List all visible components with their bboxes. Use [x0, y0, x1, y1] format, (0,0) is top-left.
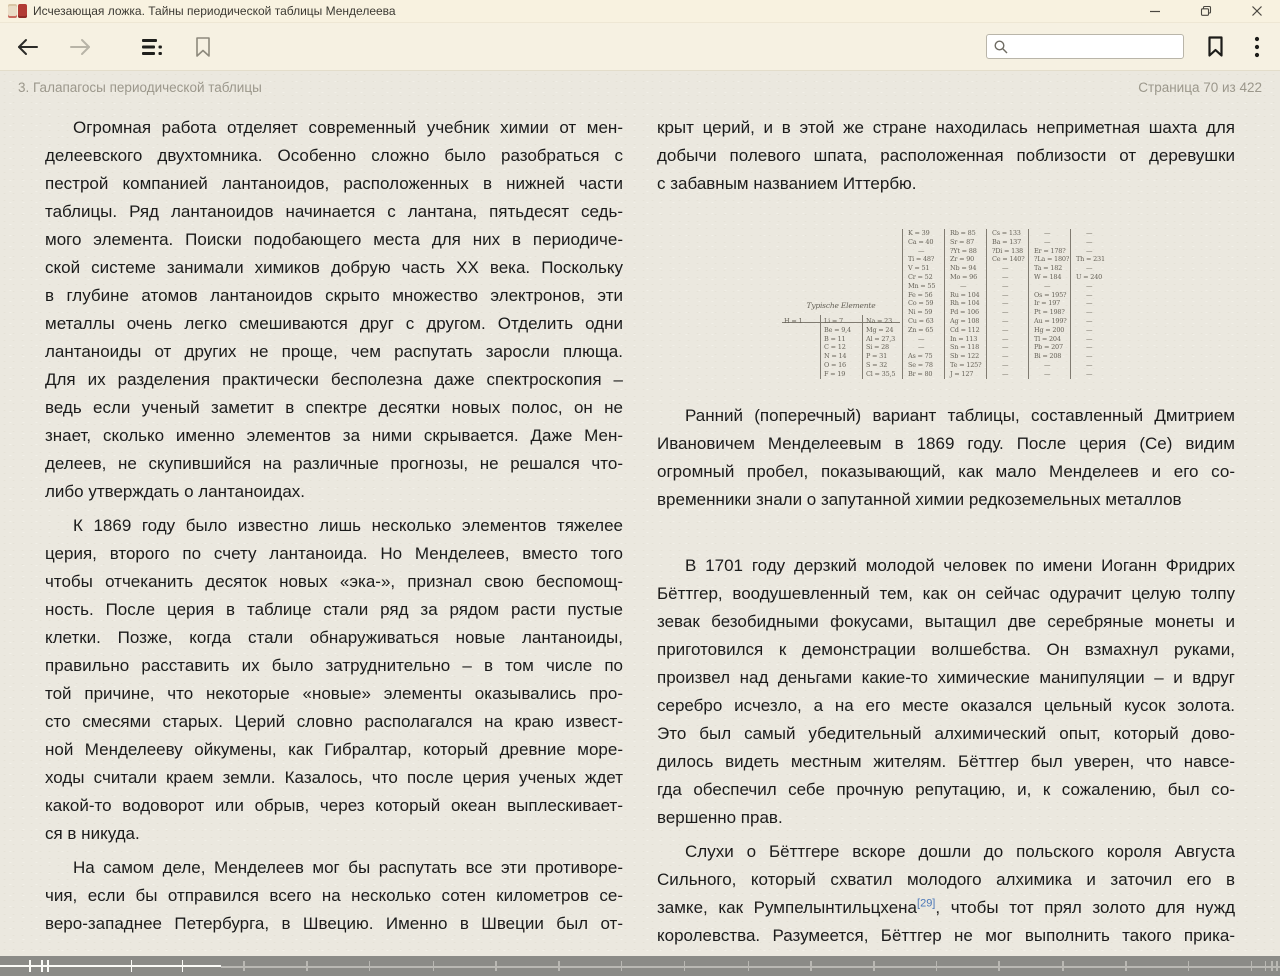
toolbar — [0, 23, 1280, 71]
facsimile-cell: Au = 199? — [1034, 317, 1067, 325]
facsimile-cell: — — [1086, 317, 1093, 325]
progress-tick — [182, 960, 184, 972]
progress-tick — [748, 961, 750, 971]
facsimile-rule — [820, 315, 821, 379]
contents-icon — [140, 37, 164, 57]
facsimile-cell: H = 1 — [784, 317, 803, 325]
facsimile-cell: Pt = 198? — [1034, 308, 1065, 317]
left-text-column — [45, 114, 623, 944]
facsimile-cell: P = 31 — [866, 352, 888, 361]
progress-tick — [369, 961, 371, 971]
progress-tick — [41, 960, 43, 972]
progress-tick — [243, 961, 245, 971]
app-book-icon — [8, 4, 27, 18]
facsimile-cell: Be = 9,4 — [824, 325, 851, 334]
facsimile-cell: J = 127 — [950, 369, 974, 378]
text-line: замке, как Румпелынтильцхена[29], чтобы тот прял золото для нужд — [657, 897, 1235, 917]
progress-tick — [621, 961, 623, 971]
facsimile-cell: — — [1002, 325, 1009, 334]
facsimile-cell: Mn = 55 — [908, 281, 936, 290]
text-line: таблицы. Ряд лантаноидов начинается с лантана, пятьдесят седь- — [45, 202, 623, 221]
facsimile-cell: — — [1002, 369, 1009, 378]
text-line: Сильного, который схватил молодого алхимика и заточил его в — [657, 870, 1235, 889]
progress-tick — [558, 961, 560, 971]
facsimile-cell: — — [1002, 273, 1009, 281]
facsimile-cell: Rh = 104 — [950, 299, 980, 308]
progress-tick — [936, 961, 938, 971]
text-line: клетки. Позже, когда стали обнаруживаться новые лантаноиды, — [45, 628, 623, 647]
facsimile-cell: Zr = 90 — [950, 255, 975, 264]
facsimile-cell: Se = 78 — [908, 361, 933, 369]
text-line: ность. После церия в таблице стали ряд за рядом расти пустые — [45, 600, 623, 619]
facsimile-cell: — — [1002, 308, 1009, 317]
text-line: зевак безобидными фокусами, вытащил две серебряные монеты и — [657, 612, 1235, 631]
facsimile-cell: Mg = 24 — [866, 325, 894, 334]
facsimile-cell: Os = 195? — [1034, 290, 1067, 299]
chapter-title: 3. Галапагосы периодической таблицы — [18, 79, 262, 95]
text-line: веро-западнее Петербурга, в Швецию. Именно в Швеции был от- — [45, 914, 623, 933]
text-line: металлы очень легко смешиваются друг с другом. Отделить одни — [45, 314, 623, 333]
facsimile-cell: Zn = 65 — [908, 325, 934, 334]
text-line: Слухи о Бёттгере вскоре дошли до польского короля Августа — [685, 842, 1235, 861]
facsimile-cell: — — [1086, 361, 1093, 369]
facsimile-cell: Na = 23 — [866, 317, 893, 325]
facsimile-cell: S = 32 — [866, 361, 888, 369]
facsimile-cell: Bi = 208 — [1034, 352, 1062, 361]
facsimile-cell: — — [918, 246, 925, 255]
text-line: произвел над деньгами какие-то химические манипуляции – и вдруг — [657, 668, 1235, 687]
title-bar — [0, 0, 1280, 23]
facsimile-cell: — — [1002, 343, 1009, 352]
facsimile-cell: — — [1086, 299, 1093, 308]
facsimile-cell: Sr = 87 — [950, 237, 975, 246]
facsimile-cell: Ce = 140? — [992, 255, 1025, 264]
text-line: огромный пробел, показывающий, как мало Менделеев и его со- — [657, 462, 1235, 481]
progress-tick — [306, 961, 308, 971]
facsimile-cell: — — [1086, 290, 1093, 299]
facsimile-cell: Nb = 94 — [950, 264, 977, 273]
facsimile-cell: — — [1086, 229, 1093, 237]
facsimile-cell: — — [1086, 246, 1093, 255]
text-line: временники знали о запутанной химии редкоземельных металлов — [657, 490, 1182, 509]
facsimile-cell: — — [1086, 334, 1093, 343]
forward-arrow-icon — [68, 37, 92, 57]
back-button[interactable] — [16, 37, 40, 57]
back-arrow-icon — [16, 37, 40, 57]
facsimile-rule — [862, 315, 863, 379]
paragraph — [657, 114, 1235, 198]
bookmark-solid-icon — [1206, 35, 1225, 58]
text-line: чтобы отчеканить десяток новых «эка-», признал свою беспомощ- — [45, 572, 623, 591]
progress-tick — [1251, 961, 1253, 971]
progress-bar[interactable] — [0, 956, 1280, 976]
text-line: Ранний (поперечный) вариант таблицы, составленный Дмитрием — [685, 406, 1235, 425]
facsimile-cell: Sn = 118 — [950, 343, 980, 352]
facsimile-cell: — — [1086, 325, 1093, 334]
facsimile-rule — [902, 229, 903, 379]
facsimile-cell: ?La = 180? — [1034, 255, 1070, 264]
progress-elapsed — [0, 965, 221, 967]
facsimile-cell: Mo = 96 — [950, 273, 978, 281]
facsimile-cell: ?Di = 138 — [992, 246, 1023, 255]
bookmark-outline-icon — [194, 36, 212, 58]
text-line: делеевского двухтомника. Особенно сложно было разобраться с — [45, 146, 623, 165]
facsimile-cell: Cs = 133 — [992, 229, 1021, 237]
text-line: На самом деле, Менделеев мог бы распутать все эти противоре- — [73, 858, 623, 877]
progress-tick — [810, 961, 812, 971]
minimize-button[interactable] — [1148, 4, 1162, 18]
bookmarks-button[interactable] — [1206, 35, 1225, 58]
text-line: гда обеспечил себе прочную репутацию, и, к сожалению, был со- — [657, 780, 1235, 799]
facsimile-cell: Ta = 182 — [1034, 264, 1063, 273]
text-line: ведь если ученый заметит в спектре десятки новых полос, он не — [45, 398, 623, 417]
facsimile-cell: — — [1002, 317, 1009, 325]
right-text-column — [657, 114, 1235, 956]
facsimile-cell: Hg = 200 — [1034, 325, 1065, 334]
text-line: Огромная работа отделяет современный учебник химии от мен- — [73, 118, 623, 137]
facsimile-cell: Li = 7 — [824, 317, 843, 325]
facsimile-cell: — — [1002, 264, 1009, 273]
text-line: чия, если бы отправился всего на несколько сотен километров се- — [45, 886, 623, 905]
text-line: церия, второго по счету лантаноида. Но Менделеев, вместо того — [45, 544, 623, 563]
facsimile-cell: Ni = 59 — [908, 308, 933, 317]
progress-tick — [873, 961, 875, 971]
close-button[interactable] — [1250, 4, 1264, 18]
window-title: Исчезающая ложка. Тайны периодической таблицы Менделеева — [33, 4, 396, 18]
facsimile-cell: U = 240 — [1076, 273, 1103, 281]
facsimile-cell: Cu = 63 — [908, 317, 934, 325]
facsimile-cell: — — [1002, 334, 1009, 343]
facsimile-cell: — — [1002, 281, 1009, 290]
facsimile-cell: Ru = 104 — [950, 290, 980, 299]
facsimile-cell: ?Yt = 88 — [950, 246, 977, 255]
progress-tick — [131, 960, 133, 972]
facsimile-cell: V = 51 — [908, 264, 930, 273]
facsimile-cell: Sb = 122 — [950, 352, 979, 361]
facsimile-cell: — — [918, 343, 925, 352]
facsimile-cell: — — [1002, 361, 1009, 369]
facsimile-cell: — — [1044, 369, 1051, 378]
facsimile-label: Typische Elemente — [782, 292, 900, 323]
facsimile-cell: — — [1002, 352, 1009, 361]
text-line: ной Менделееву ойкумены, как Гибралтар, который древние море- — [45, 740, 623, 759]
text-line: пестрой компанией лантаноидов, расположенных в нижней части — [45, 174, 623, 193]
facsimile-cell: — — [1086, 237, 1093, 246]
facsimile-cell: Fe = 56 — [908, 290, 933, 299]
text-line: сто смесями старых. Церий словно располагался на краю извест- — [45, 712, 623, 731]
facsimile-rule — [1028, 229, 1029, 379]
facsimile-cell: Br = 80 — [908, 369, 933, 378]
kebab-icon — [1254, 36, 1260, 58]
contents-button[interactable] — [140, 37, 164, 57]
facsimile-cell: Ti = 48? — [908, 255, 935, 264]
text-line: лантаноиды от других не проще, чем распутать заросли плюща. — [45, 342, 623, 361]
facsimile-cell: — — [1002, 299, 1009, 308]
text-line: мого элемента. Поиски подобающего места для них в периодиче- — [45, 230, 623, 249]
progress-tick — [1125, 961, 1127, 971]
search-icon — [993, 39, 1009, 55]
progress-tick — [1188, 961, 1190, 971]
progress-tick — [29, 960, 31, 972]
progress-tick — [684, 961, 686, 971]
facsimile-cell: Ag = 108 — [950, 317, 980, 325]
paragraph — [45, 512, 623, 848]
progress-tick — [1265, 961, 1267, 971]
progress-tick — [998, 961, 1000, 971]
facsimile-cell: F = 19 — [824, 369, 846, 378]
facsimile-cell: Co = 59 — [908, 299, 934, 308]
text-line: королевства. Разумеется, Бёттгер не мог выполнить такого прика- — [657, 926, 1235, 945]
paragraph — [657, 552, 1235, 832]
facsimile-rule — [1070, 229, 1071, 379]
text-line: ся в никуда. — [45, 824, 140, 843]
progress-tick — [495, 961, 497, 971]
text-line: с забавным названием Иттербю. — [657, 174, 917, 193]
facsimile-cell: Cr = 52 — [908, 273, 933, 281]
facsimile-cell: — — [1044, 281, 1051, 290]
facsimile-cell: In = 113 — [950, 334, 978, 343]
facsimile-cell: — — [1086, 352, 1093, 361]
text-line: приготовился к демонстрации волшебства. Он взмахнул руками, — [657, 640, 1235, 659]
text-line: какой-то водоворот или обрыв, через который океан выплескивает- — [45, 796, 623, 815]
facsimile-cell: — — [1086, 343, 1093, 352]
progress-tick — [1271, 961, 1273, 971]
paragraph — [657, 402, 1235, 514]
facsimile-cell: Rb = 85 — [950, 229, 976, 237]
paragraph — [45, 854, 623, 938]
text-line: либо утверждать о лантаноидах. — [45, 482, 306, 501]
facsimile-cell: — — [1044, 237, 1051, 246]
facsimile-cell: O = 16 — [824, 361, 846, 369]
facsimile-cell: — — [1002, 290, 1009, 299]
facsimile-cell: Pb = 207 — [1034, 343, 1063, 352]
facsimile-cell: W = 184 — [1034, 273, 1062, 281]
footnote-link[interactable]: [29] — [917, 897, 936, 910]
restore-button[interactable] — [1199, 4, 1213, 18]
facsimile-cell: Ca = 40 — [908, 237, 934, 246]
facsimile-cell: Er = 178? — [1034, 246, 1066, 255]
text-line: К 1869 году было известно лишь несколько элементов тяжелее — [73, 516, 623, 535]
facsimile-cell: — — [1044, 361, 1051, 369]
text-line: добычи полевого шпата, расположенная поблизости от деревушки — [657, 146, 1235, 165]
facsimile-cell: — — [960, 281, 967, 290]
facsimile-cell: K = 39 — [908, 229, 930, 237]
facsimile-cell: — — [1086, 264, 1093, 273]
facsimile-cell: — — [1044, 229, 1051, 237]
facsimile-cell: — — [1086, 369, 1093, 378]
facsimile-cell: Si = 28 — [866, 343, 889, 352]
facsimile-cell: Cl = 35,5 — [866, 369, 896, 378]
periodic-table-figure — [780, 226, 1112, 386]
facsimile-cell: Ir = 197 — [1034, 299, 1061, 308]
more-menu-button[interactable] — [1254, 36, 1260, 58]
text-line: Ивановичем Менделеевым в 1869 году. После церия (Се) видим — [657, 434, 1235, 453]
text-line: правильно расставить их было затруднительно – в том числе по — [45, 656, 623, 675]
text-line: той причине, что некоторые «новые» элементы оказывались про- — [45, 684, 623, 703]
facsimile-cell: Te = 125? — [950, 361, 982, 369]
facsimile-cell: N = 14 — [824, 352, 847, 361]
text-line: в глубине атомов лантаноидов скрыто множество электронов, эти — [45, 286, 623, 305]
progress-tick — [1276, 961, 1278, 971]
facsimile-rule — [944, 229, 945, 379]
text-line: серебро исчезло, а на его месте оказался цельный кусок золота. — [657, 696, 1235, 715]
forward-button[interactable] — [68, 37, 92, 57]
facsimile-cell: Tl = 204 — [1034, 334, 1061, 343]
text-line: знает, сколько именно элементов за ними скрывается. Даже Мен- — [45, 426, 623, 445]
text-line: ской системе занимали химиков добрую часть XX века. Поскольку — [45, 258, 623, 277]
search-input[interactable] — [986, 34, 1184, 59]
text-line: Бёттгер, воодушевленный тем, как он сейчас одурачит целую толпу — [657, 584, 1235, 603]
progress-remaining — [221, 966, 1280, 968]
facsimile-cell: Pd = 106 — [950, 308, 979, 317]
progress-tick — [1062, 961, 1064, 971]
text-line: вершенно прав. — [657, 808, 783, 827]
paragraph — [45, 114, 623, 506]
facsimile-cell: Ba = 137 — [992, 237, 1022, 246]
text-line: Это был самый убедительный алхимический опыт, который дово- — [657, 724, 1235, 743]
text-line: В 1701 году дерзкий молодой человек по имени Иоганн Фридрих — [685, 556, 1235, 575]
add-bookmark-button[interactable] — [194, 36, 212, 58]
facsimile-cell: — — [1086, 281, 1093, 290]
text-line: дилось видеть местным жителям. Бёттгер был уверен, что навсе- — [657, 752, 1235, 771]
facsimile-rule — [986, 229, 987, 379]
progress-tick — [433, 961, 435, 971]
page-indicator: Страница 70 из 422 — [1138, 79, 1262, 95]
facsimile-cell: Cd = 112 — [950, 325, 980, 334]
text-line: Для их разделения практически бесполезна даже спектроскопия – — [45, 370, 623, 389]
facsimile-cell: — — [918, 334, 925, 343]
facsimile-cell: As = 75 — [908, 352, 933, 361]
facsimile-cell: C = 12 — [824, 343, 846, 352]
facsimile-cell: — — [1086, 308, 1093, 317]
facsimile-cell: B = 11 — [824, 334, 846, 343]
paragraph — [657, 838, 1235, 950]
facsimile-cell: Al = 27,3 — [866, 334, 896, 343]
text-line: крыт церий, и в этой же стране находилась неприметная шахта для — [657, 118, 1235, 137]
text-line: ходы считали краем земли. Казалось, что после церия ученых ждет — [45, 768, 623, 787]
facsimile-cell: Th = 231 — [1076, 255, 1105, 264]
progress-tick — [47, 960, 49, 972]
text-line: делеев, не скупившийся на различные прогнозы, не решался что- — [45, 454, 623, 473]
